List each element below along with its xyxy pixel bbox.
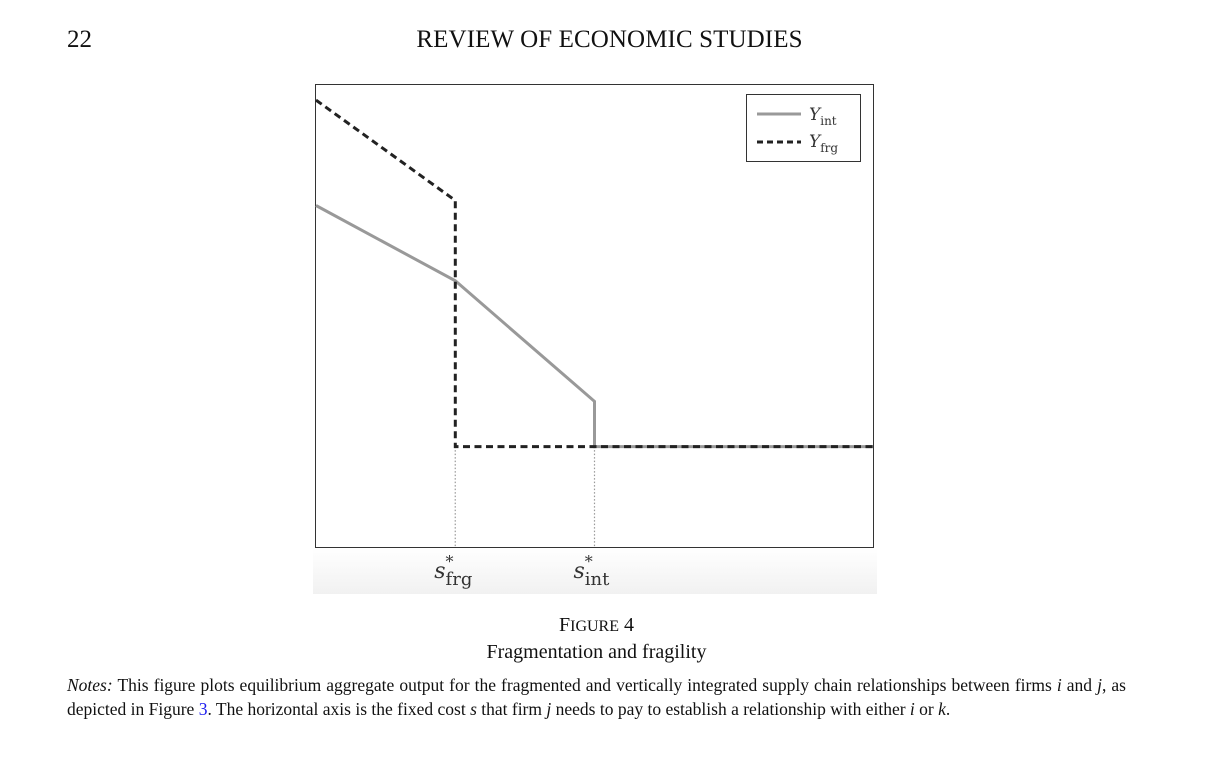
legend-label-int: $Y_{int}$ (809, 105, 837, 128)
legend-box (747, 95, 861, 162)
journal-header: REVIEW OF ECONOMIC STUDIES (416, 26, 803, 53)
legend-label-frg: $Y_{frg}$ (809, 132, 839, 155)
notes-label: Notes: (67, 675, 113, 695)
figure-notes: Notes: This figure plots equilibrium aggregate output for the fragmented and vertically integrated supply chain relationships between firms i and j, as depicted in Figure 3. The horizontal axis is the fixed cost s that firm j needs to pay to establish a relationship with either i or k. (67, 675, 1126, 719)
figure-caption: Fragmentation and fragility (486, 641, 707, 663)
figure-3-link[interactable]: 3 (198, 699, 208, 719)
figure-4-chart (312, 80, 878, 595)
page-number: 22 (67, 26, 92, 53)
x-tick-label-int: s* int (573, 552, 610, 590)
legend (747, 95, 861, 162)
x-tick-label-frg: s* frg (434, 552, 473, 590)
figure-label: FIGURE 4 (558, 614, 634, 636)
